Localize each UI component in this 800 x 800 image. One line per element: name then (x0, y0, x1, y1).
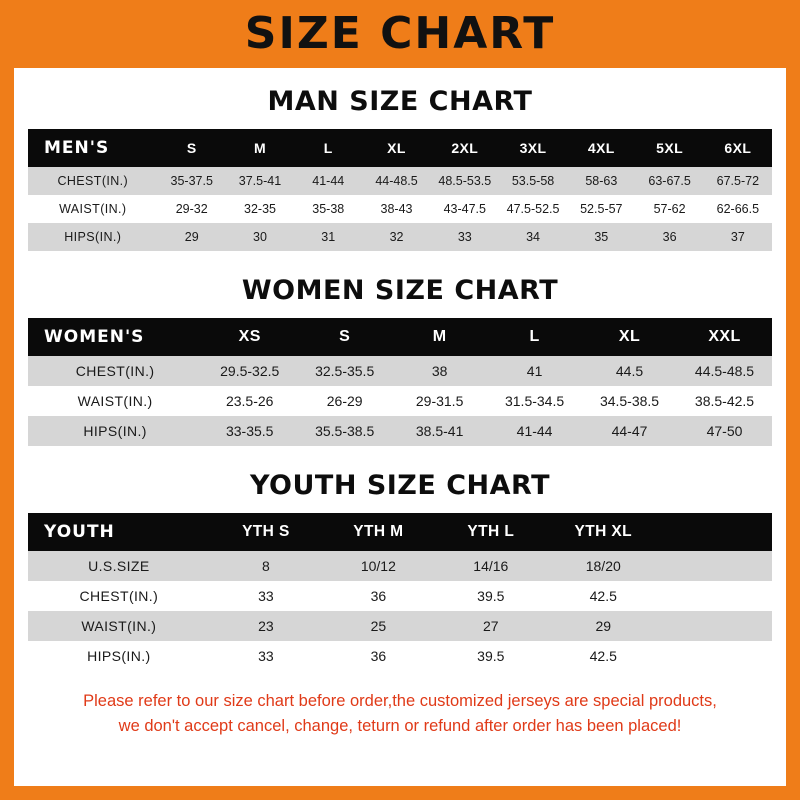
table-cell: 31 (321, 230, 336, 244)
man-section-title: MAN SIZE CHART (267, 86, 533, 117)
table-cell: 53.5-58 (511, 174, 555, 188)
column-header: L (323, 140, 333, 156)
man-table-header (28, 129, 772, 167)
table-header-row (28, 513, 772, 551)
policy-note (28, 689, 772, 739)
column-header: XL (387, 140, 406, 156)
row-label: HIPS(IN.) (83, 423, 147, 439)
policy-note-line-2: we don't accept cancel, change, teturn or refund after order has been placed! (118, 716, 682, 735)
table-cell: 58-63 (585, 174, 618, 188)
table-cell: 39.5 (477, 648, 505, 664)
row-label: U.S.SIZE (88, 558, 150, 574)
table-cell: 34.5-38.5 (599, 393, 660, 409)
youth-section-title: YOUTH SIZE CHART (249, 470, 551, 501)
man-table-body (28, 167, 772, 251)
column-header: M (253, 140, 267, 156)
table-cell: 67.5-72 (716, 174, 760, 188)
table-cell: 35-37.5 (170, 174, 213, 188)
column-header: YTH L (467, 523, 515, 540)
youth-table-body (28, 551, 772, 671)
table-cell: 35-38 (312, 202, 345, 216)
table-row (28, 611, 772, 641)
column-header: 2XL (451, 140, 479, 156)
table-cell: 44-48.5 (375, 174, 418, 188)
table-cell: 26-29 (326, 393, 363, 409)
table-cell: 36 (370, 648, 387, 664)
table-cell: 44.5-48.5 (694, 363, 755, 379)
women-section-title: WOMEN SIZE CHART (241, 275, 559, 306)
table-cell: 29-32 (175, 202, 208, 216)
table-cell: 44.5 (615, 363, 644, 379)
table-cell: 44-47 (611, 423, 648, 439)
table-cell: 39.5 (477, 588, 505, 604)
column-header (659, 513, 772, 551)
table-cell: 35.5-38.5 (315, 423, 375, 439)
row-label: WAIST(IN.) (59, 202, 127, 216)
table-cell: 33 (258, 648, 274, 664)
column-header: WOMEN'S (44, 327, 145, 347)
table-row (28, 641, 772, 671)
table-cell: 32-35 (244, 202, 276, 216)
table-cell (659, 611, 772, 641)
row-label: CHEST(IN.) (57, 174, 129, 188)
row-label: HIPS(IN.) (87, 648, 151, 664)
column-header: 6XL (724, 140, 752, 156)
table-cell: 38.5-41 (415, 423, 464, 439)
row-label: WAIST(IN.) (77, 393, 153, 409)
column-header: YOUTH (44, 522, 115, 542)
table-cell: 30 (253, 230, 267, 244)
table-cell: 18/20 (585, 558, 621, 574)
table-cell: 33-35.5 (225, 423, 274, 439)
column-header: M (432, 328, 447, 345)
column-header: S (339, 328, 351, 345)
table-cell: 34 (526, 230, 540, 244)
table-cell: 41-44 (516, 423, 553, 439)
table-cell: 27 (483, 618, 499, 634)
banner (0, 0, 800, 68)
table-cell: 33 (457, 230, 472, 244)
column-header: 4XL (587, 140, 615, 156)
table-cell: 32 (389, 230, 404, 244)
table-cell: 36 (662, 230, 677, 244)
column-header: 5XL (656, 140, 684, 156)
women-table-body (28, 356, 772, 446)
table-cell: 52.5-57 (580, 202, 623, 216)
column-header: YTH S (242, 523, 290, 540)
column-header: YTH M (353, 523, 404, 540)
page-title: SIZE CHART (244, 8, 556, 59)
column-header: MEN'S (44, 138, 110, 158)
table-header-row (28, 318, 772, 356)
column-header: YTH XL (574, 523, 633, 540)
row-label: CHEST(IN.) (75, 363, 155, 379)
youth-size-table (28, 513, 772, 671)
table-cell: 41 (526, 363, 543, 379)
row-label: WAIST(IN.) (81, 618, 157, 634)
table-cell: 23.5-26 (225, 393, 274, 409)
table-cell (659, 581, 772, 611)
table-cell: 38-43 (380, 202, 413, 216)
table-cell: 37.5-41 (238, 174, 282, 188)
column-header: XS (238, 328, 261, 345)
table-row (28, 581, 772, 611)
table-cell: 10/12 (360, 558, 396, 574)
column-header: 3XL (519, 140, 547, 156)
column-header: L (529, 328, 540, 345)
table-cell: 38 (431, 363, 448, 379)
table-row (28, 386, 772, 416)
women-table-header (28, 318, 772, 356)
table-cell: 43-47.5 (443, 202, 486, 216)
table-cell: 42.5 (589, 588, 617, 604)
table-cell: 37 (730, 230, 745, 244)
table-row (28, 356, 772, 386)
column-header: S (186, 140, 197, 156)
table-cell: 47.5-52.5 (506, 202, 560, 216)
table-cell: 8 (262, 558, 270, 574)
table-cell: 35 (594, 230, 609, 244)
table-header-row (28, 129, 772, 167)
table-row (28, 416, 772, 446)
table-row (28, 551, 772, 581)
policy-note-line-1: Please refer to our size chart before order,the customized jerseys are special products, (83, 692, 717, 710)
table-cell: 42.5 (589, 648, 617, 664)
table-cell: 32.5-35.5 (315, 363, 375, 379)
women-size-table (28, 318, 772, 446)
table-cell: 63-67.5 (648, 174, 691, 188)
content (14, 86, 786, 739)
row-label: CHEST(IN.) (79, 588, 159, 604)
table-cell: 29-31.5 (415, 393, 464, 409)
table-cell: 36 (370, 588, 387, 604)
footer-strip (14, 786, 786, 800)
table-cell: 57-62 (653, 202, 686, 216)
table-cell: 23 (258, 618, 274, 634)
table-row (28, 167, 772, 195)
man-size-table (28, 129, 772, 251)
table-cell: 62-66.5 (716, 202, 760, 216)
table-cell: 41-44 (312, 174, 345, 188)
row-label: HIPS(IN.) (64, 230, 122, 244)
column-header: XXL (708, 328, 741, 345)
table-cell (659, 641, 772, 671)
table-cell (659, 551, 772, 581)
table-cell: 48.5-53.5 (438, 174, 492, 188)
table-cell: 29 (184, 230, 199, 244)
table-cell: 29 (595, 618, 612, 634)
table-cell: 29.5-32.5 (220, 363, 280, 379)
table-cell: 14/16 (473, 558, 509, 574)
table-cell: 31.5-34.5 (504, 393, 565, 409)
table-cell: 47-50 (706, 423, 743, 439)
table-row (28, 223, 772, 251)
table-cell: 25 (370, 618, 387, 634)
youth-table-header (28, 513, 772, 551)
column-header: XL (618, 328, 641, 345)
table-row (28, 195, 772, 223)
table-cell: 38.5-42.5 (694, 393, 755, 409)
table-cell: 33 (258, 588, 274, 604)
